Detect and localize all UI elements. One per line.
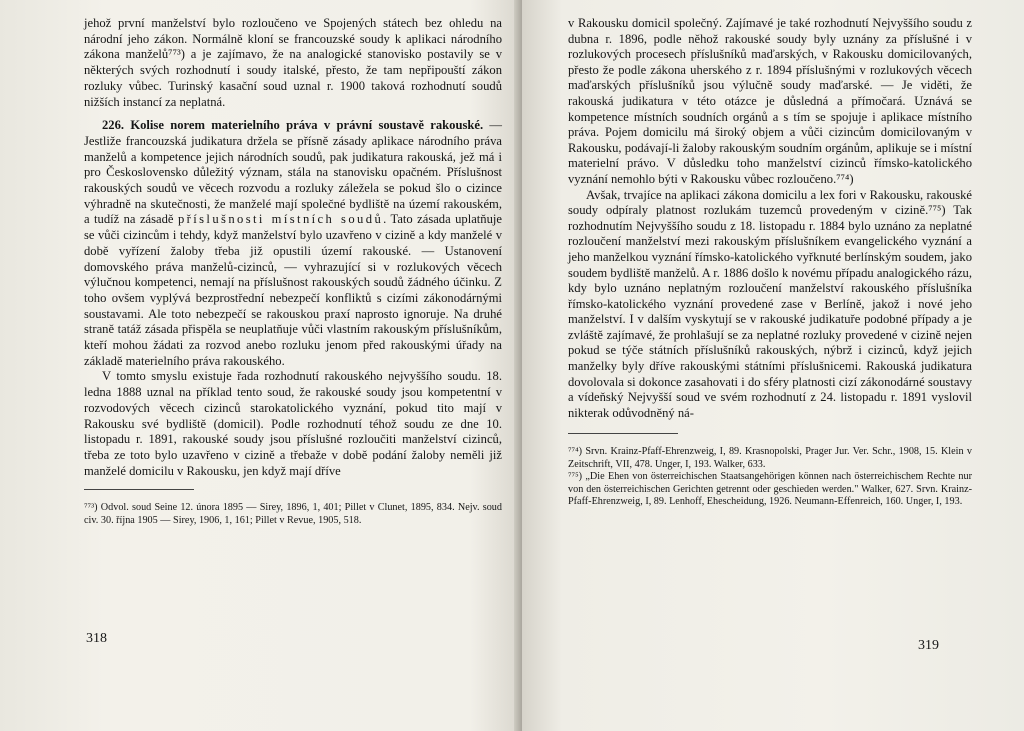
footnote: ⁷⁷³) Odvol. soud Seine 12. února 1895 — Sirey, 1896, 1, 401; Pillet v Clunet, 1895, 834. Nejv. soud civ. 30. října 1905 — Sirey, 1906, 1, 161; Pillet v Revue, 1905, 518. (84, 502, 502, 526)
right-page (522, 0, 1024, 731)
section-heading: 226. Kolise norem materielního práva v právní soustavě rakouské. (102, 118, 484, 133)
footnote: ⁷⁷⁵) „Die Ehen von österreichischen Staatsangehörigen können nach österreichischem Rechte nur von den österreichischen Gerichten getrennt oder geschieden werden." Walker, 627. Srvn. Krainz-Pfaff-Ehrenzweig, I, 89. Lenhoff, Ehescheidung, 1926. Neumann-Effenreich, 160. Unger, I, 193. (568, 471, 972, 508)
paragraph: jehož první manželství bylo rozloučeno ve Spojených státech bez ohledu na národní jeho zákon. Normálně kloní se francouzské soudy k aplikaci národního zákona manželů⁷⁷³) a je zajímavo, že na analogické stanovisko postavily se v některých svých rozhodnutí i soudy italské, přesto, že tam nepřipouští zákon rozluky vůbec. Turinský kasační soud uznal r. 1900 taková rozhodnutí soudů nižších instancí za neplatná. (84, 16, 502, 109)
footnote-rule (568, 433, 678, 434)
paragraph: V tomto smyslu existuje řada rozhodnutí rakouského nejvyššího soudu. 18. ledna 1888 uznal na příklad tento soud, že rakouské soudy jsou kompetentní v rozvodových věcech cizinců starokatolického vyznání, pokud tito mají v Rakousku své bydliště (domicil). Podle rozhodnutí téhož soudu ze dne 10. listopadu r. 1891, rakouské soudy jsou příslušné rozloučiti manželství cizinců, třeba ze toto bylo uzavřeno v cizině a třebaže v době podání žaloby neměli již manželé domicilu v Rakousku, jen když mají dříve (84, 369, 502, 478)
footnote: ⁷⁷⁴) Srvn. Krainz-Pfaff-Ehrenzweig, I, 89. Krasnopolski, Prager Jur. Ver. Schr., 1908, 15. Klein v Zeitschrift, VII, 478. Unger, I, 193. Walker, 633. (568, 446, 972, 470)
right-page-text (568, 16, 972, 421)
footnote-rule (84, 489, 194, 490)
section-226 (84, 118, 502, 369)
paragraph: Avšak, trvajíce na aplikaci zákona domicilu a lex fori v Rakousku, rakouské soudy odpíraly platnost rozlukám tuzemců provedeným v cizině.⁷⁷⁵) Tak rozhodnutím Nejvyššího soudu z 18. listopadu r. 1884 bylo uznáno za neplatné rozloučení manželství mezi rakouským příslušníkem evangelického vyznání a jeho manželkou vyznání římsko-katolického vyřknuté berlínským soudem, jako soudem bydliště manželů. A r. 1886 došlo k novému případu analogického rázu, kdy bylo uznáno neplatným rozloučení manželství rakouského příslušníka římsko-katolického vyznání provedené zase v Berlíně, jakož i nové jeho manželství. I v dalším vyskytují se v rakouské judikatuře podobné případy a je zvláště zajímavé, že prohlašují se za neplatné rozluky provedené v cizině nejen pokud se týče státních příslušníků rakouských, nýbrž i cizinců, když jejich manželky byly dříve rakouskými státními příslušnicemi. Rakouská judikatura dovolovala si dokonce zasahovati i do sféry platnosti cizí zákonodárné soustavy a vídeňský Nejvyšší soud ve svém rozhodnutí z 24. listopadu r. 1891 vyslovil nikterak odůvodněný ná- (568, 187, 972, 420)
footnotes (568, 446, 972, 508)
spaced-emphasis: příslušnosti místních soudů (177, 212, 384, 227)
page-number: 318 (86, 631, 107, 646)
footnotes (84, 502, 502, 527)
left-page-text (84, 16, 502, 479)
page-number: 319 (918, 638, 939, 653)
paragraph: . Tato zásada uplatňuje se vůči cizincům i tehdy, když manželství bylo uzavřeno v cizině a kdy manželé v době vyřízení žaloby třeba již opustili území rakouské. — Ustanovení domovského práva manželů-cizinců, — vyhrazující si v rozlukových věcech výlučnou kompetenci, nemají na příslušnost rakouských soudů žádného účinku. Z toho ovšem vyplývá bezprostřední nebezpečí konfliktů s cizími zákonodárnými soustavami. Ale toto nebezpečí se rakouskou praxí naprosto ignoruje. Na druhé straně tatáž zásada přispěla se neuplatňuje vůči vlastním rakouským příslušníkům, kteří mohou žádati za rozvod anebo rozluku jenom před rakouskými úřady na základě materielního práva rakouského. (84, 212, 502, 368)
paragraph: — Jestliže francouzská judikatura držela se přísně zásady aplikace národního práva manželů a kompetence jejich národních soudů, pak judikatura rakouská, jež má i pro Československo důležitý význam, stála na stanovisku opačném. Příslušnost rakouských soudů ve věcech rozvodu a rozluky záležela se pokud šlo o cizince výhradně na skutečnosti, že manželé mají společné bydliště na území rakouském, a tudíž na zásadě (84, 118, 503, 227)
paragraph: v Rakousku domicil společný. Zajímavé je také rozhodnutí Nejvyššího soudu z dubna r. 1896, podle něhož rakouské soudy byly uznány za příslušné i v rozlukových procesech příslušníků maďarských, v Rakousku domicilovaných, přesto že podle zákona uherského z r. 1894 příslušnými v rozlukových věcech maďarských příslušníků jsou výlučně soudy maďarské. — Je viděti, že rakouská judikatura v této otázce je důsledná a přímočará. Uznává se kompetence místních soudních orgánů a s tím se spojuje i aplikace místního práva. Pojem domicilu má široký objem a vůči cizincům domicilovaným v Rakousku, podávají-li žaloby rakouským soudním orgánům, aplikuje se i místní materielní právo. V důsledku toho manželství cizinců římsko-katolického vyznání nemohlo býti v Rakousku vůbec rozloučeno.⁷⁷⁴) (568, 16, 972, 186)
